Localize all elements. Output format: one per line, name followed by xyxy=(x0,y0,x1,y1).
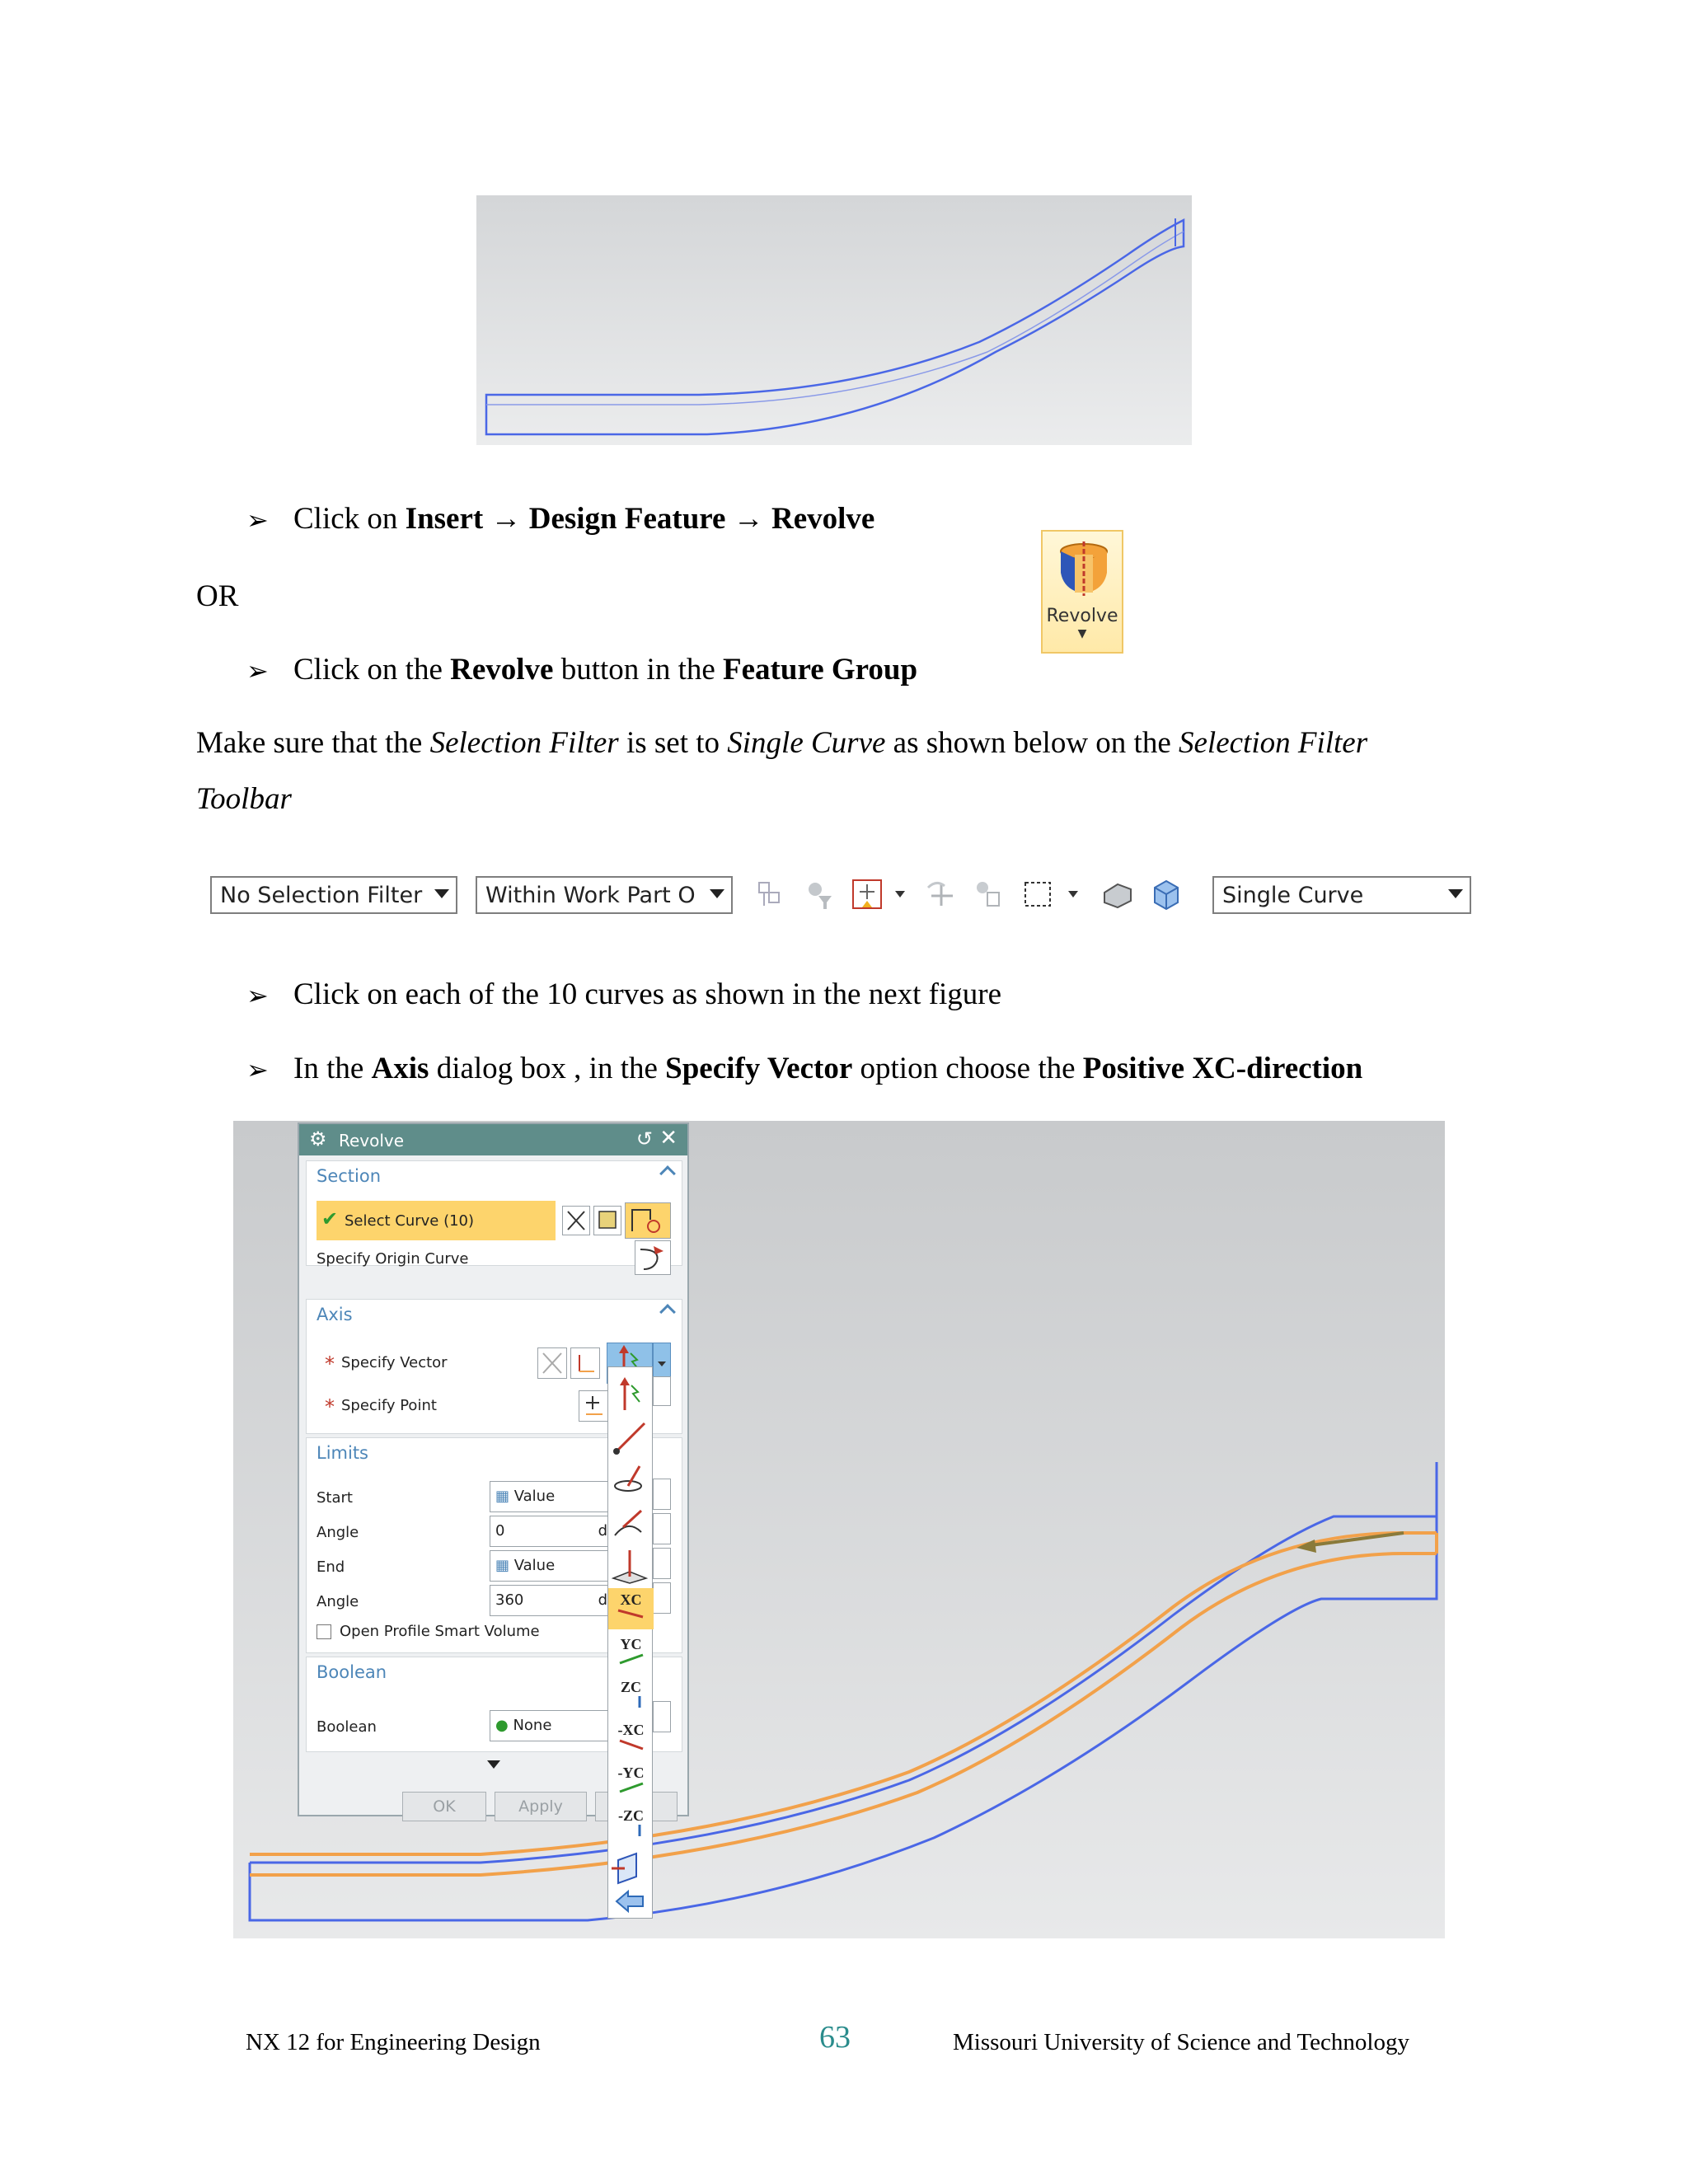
start-type-dropdown[interactable]: ▦ Value xyxy=(490,1481,612,1512)
select-curve-row[interactable] xyxy=(316,1201,556,1240)
inferred-vector-icon[interactable] xyxy=(608,1374,654,1415)
chevron-down-icon[interactable] xyxy=(653,1513,671,1544)
end-angle-input[interactable]: 360 d xyxy=(490,1585,612,1616)
bullet-icon: ➢ xyxy=(246,1054,269,1085)
reverse-direction-icon[interactable] xyxy=(537,1347,567,1379)
section-header[interactable]: Section xyxy=(316,1166,382,1186)
section-group xyxy=(306,1160,682,1266)
footer-university: Missouri University of Science and Technology xyxy=(953,2029,1409,2055)
open-profile-label: Open Profile Smart Volume xyxy=(340,1623,540,1640)
dialog-title-bar xyxy=(299,1124,687,1155)
profile-inner-line xyxy=(486,232,1184,405)
chevron-down-icon[interactable] xyxy=(653,1548,671,1579)
axis-header[interactable]: Axis xyxy=(316,1305,353,1324)
profile-curves xyxy=(476,195,1192,445)
vector-dialog-icon[interactable] xyxy=(570,1347,600,1379)
revolve-icon xyxy=(1055,540,1113,598)
page-number: 63 xyxy=(819,2020,851,2055)
curve-tangent-icon[interactable] xyxy=(608,1502,654,1544)
chevron-down-icon[interactable] xyxy=(1065,878,1081,911)
origin-curve-label: Specify Origin Curve xyxy=(316,1250,469,1268)
point-dialog-icon[interactable] xyxy=(579,1390,608,1422)
step-revolve-button: Click on the Revolve button in the Feature Group xyxy=(293,653,918,687)
select-body-icon[interactable] xyxy=(1150,878,1183,911)
positive-yc-option[interactable]: YC xyxy=(608,1633,654,1674)
positive-xc-option[interactable]: XC xyxy=(608,1588,654,1629)
positive-zc-option[interactable]: ZC xyxy=(620,1679,641,1695)
limits-header[interactable]: Limits xyxy=(316,1443,368,1463)
filter-funnel-icon[interactable] xyxy=(804,878,837,911)
snap-point-icon[interactable] xyxy=(851,878,884,911)
chevron-down-icon[interactable] xyxy=(653,1479,671,1510)
start-angle-label: Angle xyxy=(316,1524,359,1541)
two-points-vector-icon[interactable] xyxy=(608,1417,654,1458)
profile-sketch-figure xyxy=(476,195,1192,445)
ok-button[interactable]: OK xyxy=(402,1792,486,1821)
negative-zc-option[interactable]: -ZC xyxy=(618,1807,644,1824)
select-curve-label: Select Curve (10) xyxy=(345,1212,475,1230)
chevron-down-icon[interactable] xyxy=(653,1701,671,1732)
close-icon[interactable]: ✕ xyxy=(659,1126,678,1151)
selection-scope-dropdown[interactable]: Within Work Part O xyxy=(476,876,733,914)
revolve-ribbon-button[interactable] xyxy=(1041,530,1123,654)
vector-type-menu xyxy=(607,1366,653,1919)
chevron-down-icon: ▼ xyxy=(1077,627,1087,640)
rectangle-select-icon[interactable] xyxy=(1022,878,1055,911)
end-type-dropdown[interactable]: ▦ Value xyxy=(490,1550,612,1582)
step-insert-menu: Click on Insert → Design Feature → Revolve xyxy=(293,502,875,536)
sketch-section-icon[interactable] xyxy=(593,1206,621,1235)
specify-vector-label: Specify Vector xyxy=(341,1354,448,1371)
curve-rule-dropdown[interactable]: Single Curve xyxy=(1212,876,1471,914)
step-specify-vector: In the Axis dialog box , in the Specify Vector option choose the Positive XC-direction xyxy=(293,1052,1363,1085)
selection-filter-instruction-cont: Toolbar xyxy=(196,782,292,816)
negative-yc-option[interactable]: -YC xyxy=(608,1761,654,1802)
end-angle-label: Angle xyxy=(316,1593,359,1610)
profile-outline xyxy=(486,220,1184,434)
origin-curve-icon[interactable] xyxy=(635,1240,671,1275)
footer-book-title: NX 12 for Engineering Design xyxy=(246,2029,541,2055)
chevron-up-icon[interactable] xyxy=(659,1304,676,1320)
boolean-header[interactable]: Boolean xyxy=(316,1662,387,1682)
value-icon: ▦ xyxy=(495,1557,514,1574)
open-profile-checkbox[interactable] xyxy=(316,1624,331,1639)
step-select-curves: Click on each of the 10 curves as shown in the next figure xyxy=(293,977,1001,1011)
point-on-curve-icon[interactable] xyxy=(925,878,958,911)
assembly-navigator-icon[interactable] xyxy=(753,878,785,911)
chevron-down-icon[interactable] xyxy=(653,1376,671,1406)
boolean-dropdown[interactable]: ● None xyxy=(490,1710,612,1741)
select-face-icon[interactable] xyxy=(1101,878,1134,911)
plane-normal-icon[interactable] xyxy=(608,1849,654,1890)
apply-button[interactable]: Apply xyxy=(495,1792,587,1821)
gear-icon: ⚙ xyxy=(309,1127,327,1151)
more-options-chevron[interactable] xyxy=(487,1760,500,1769)
start-label: Start xyxy=(316,1489,353,1507)
angle-to-xc-icon[interactable] xyxy=(608,1460,654,1501)
dialog-title: Revolve xyxy=(339,1131,405,1151)
selection-filter-instruction: Make sure that the Selection Filter is set to Single Curve as shown below on the Selection Filter xyxy=(196,726,1368,760)
boolean-label: Boolean xyxy=(316,1718,377,1736)
bullet-icon: ➢ xyxy=(246,655,269,687)
required-mark: * xyxy=(325,1395,335,1418)
negative-xc-option[interactable]: -XC xyxy=(608,1718,654,1760)
deselect-icon[interactable] xyxy=(562,1206,590,1235)
curve-select-icon[interactable] xyxy=(625,1202,671,1239)
start-angle-input[interactable]: 0 d xyxy=(490,1516,612,1547)
none-icon: ● xyxy=(495,1717,513,1734)
end-label: End xyxy=(316,1558,345,1576)
back-arrow-icon[interactable] xyxy=(608,1885,654,1926)
or-text: OR xyxy=(196,579,239,613)
value-icon: ▦ xyxy=(495,1488,514,1505)
type-filter-dropdown[interactable]: No Selection Filter xyxy=(210,876,457,914)
bullet-icon: ➢ xyxy=(246,504,269,536)
chevron-down-icon[interactable] xyxy=(892,878,908,911)
specify-point-label: Specify Point xyxy=(341,1397,437,1414)
chevron-down-icon[interactable] xyxy=(653,1582,671,1614)
reset-icon[interactable]: ↺ xyxy=(635,1127,653,1151)
assembly-filter-icon[interactable] xyxy=(973,878,1006,911)
bullet-icon: ➢ xyxy=(246,980,269,1011)
chevron-up-icon[interactable] xyxy=(659,1165,676,1182)
revolve-button-label: Revolve xyxy=(1046,606,1118,626)
face-normal-icon[interactable] xyxy=(608,1545,654,1586)
check-icon: ✔ xyxy=(321,1207,339,1230)
required-mark: * xyxy=(325,1352,335,1376)
